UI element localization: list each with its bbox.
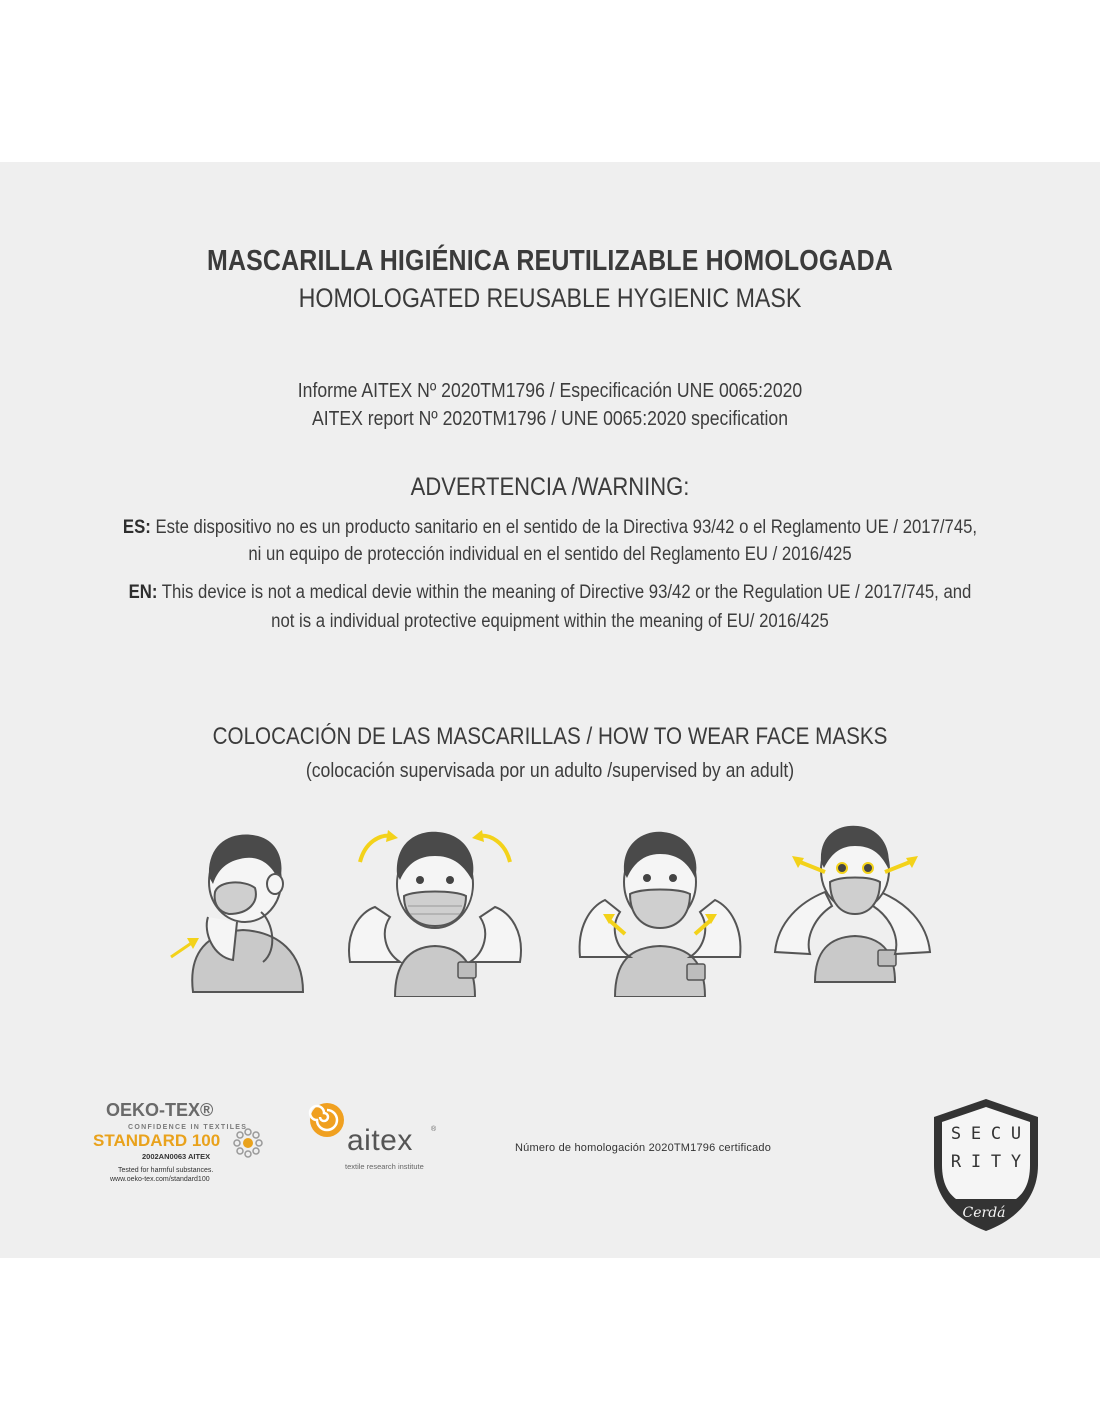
step-3-illustration <box>575 822 745 997</box>
aitex-name: aitex <box>347 1124 413 1157</box>
oeko-note-1: Tested for harmful substances. <box>118 1167 214 1174</box>
homologation-number: Número de homologación 2020TM1796 certificado <box>515 1142 772 1154</box>
step-2-illustration <box>340 822 530 997</box>
security-letter-t: T <box>990 1152 1002 1172</box>
report-line-en: AITEX report Nº 2020TM1796 / UNE 0065:2020 specification <box>311 408 789 430</box>
security-letter-s: S <box>950 1124 962 1144</box>
security-letter-c: C <box>990 1124 1002 1144</box>
warning-en-text-1: This device is not a medical devie within the meaning of Directive 93/42 or the Regulation UE / 2017/745, and <box>157 582 972 603</box>
title-english: HOMOLOGATED REUSABLE HYGIENIC MASK <box>298 283 802 313</box>
report-line-es: Informe AITEX Nº 2020TM1796 / Especificación UNE 0065:2020 <box>297 380 803 402</box>
oeko-note-2: www.oeko-tex.com/standard100 <box>110 1176 210 1183</box>
security-letter-e: E <box>970 1124 982 1144</box>
aitex-tagline: textile research institute <box>345 1162 424 1171</box>
warning-en-label: EN: <box>128 582 158 603</box>
warning-en-line-1 <box>66 582 1034 604</box>
oeko-tagline: CONFIDENCE IN TEXTILES <box>128 1124 248 1131</box>
info-panel <box>0 162 1100 1258</box>
howto-heading: COLOCACIÓN DE LAS MASCARILLAS / HOW TO WEAR FACE MASKS <box>212 723 888 750</box>
howto-subheading: (colocación supervisada por un adulto /supervised by an adult) <box>305 760 795 782</box>
step-4-illustration <box>770 822 940 997</box>
aitex-spiral-icon <box>307 1100 347 1140</box>
oeko-tex-logo <box>88 1100 278 1195</box>
title-spanish: MASCARILLA HIGIÉNICA REUTILIZABLE HOMOLOGADA <box>206 245 893 277</box>
warning-es-text-1: Este dispositivo no es un producto sanitario en el sentido de la Directiva 93/42 o el Reglamento UE / 2017/745, <box>150 517 978 538</box>
step-1-illustration <box>163 822 323 997</box>
warning-en-line-2: not is a individual protective equipment within the meaning of EU/ 2016/425 <box>271 611 829 632</box>
warning-es-label: ES: <box>122 517 151 538</box>
security-letter-u: U <box>1010 1124 1022 1144</box>
oeko-standard: STANDARD 100 <box>93 1131 221 1150</box>
warning-es-line-2: ni un equipo de protección individual en el sentido del Reglamento EU / 2016/425 <box>248 544 852 565</box>
oeko-code: 2002AN0063 AITEX <box>142 1152 211 1161</box>
security-letter-i: I <box>970 1152 982 1172</box>
security-signature: Cerdá <box>962 1205 1006 1221</box>
security-letter-r: R <box>950 1152 962 1172</box>
security-letter-y: Y <box>1010 1152 1022 1172</box>
security-shield-logo <box>928 1095 1044 1235</box>
aitex-registered: ® <box>431 1126 437 1133</box>
oeko-brand: OEKO-TEX® <box>106 1100 214 1120</box>
aitex-logo <box>305 1096 455 1181</box>
warning-es-line-1 <box>66 517 1034 539</box>
warning-heading: ADVERTENCIA /WARNING: <box>410 473 690 501</box>
oeko-flower-icon <box>233 1128 263 1158</box>
